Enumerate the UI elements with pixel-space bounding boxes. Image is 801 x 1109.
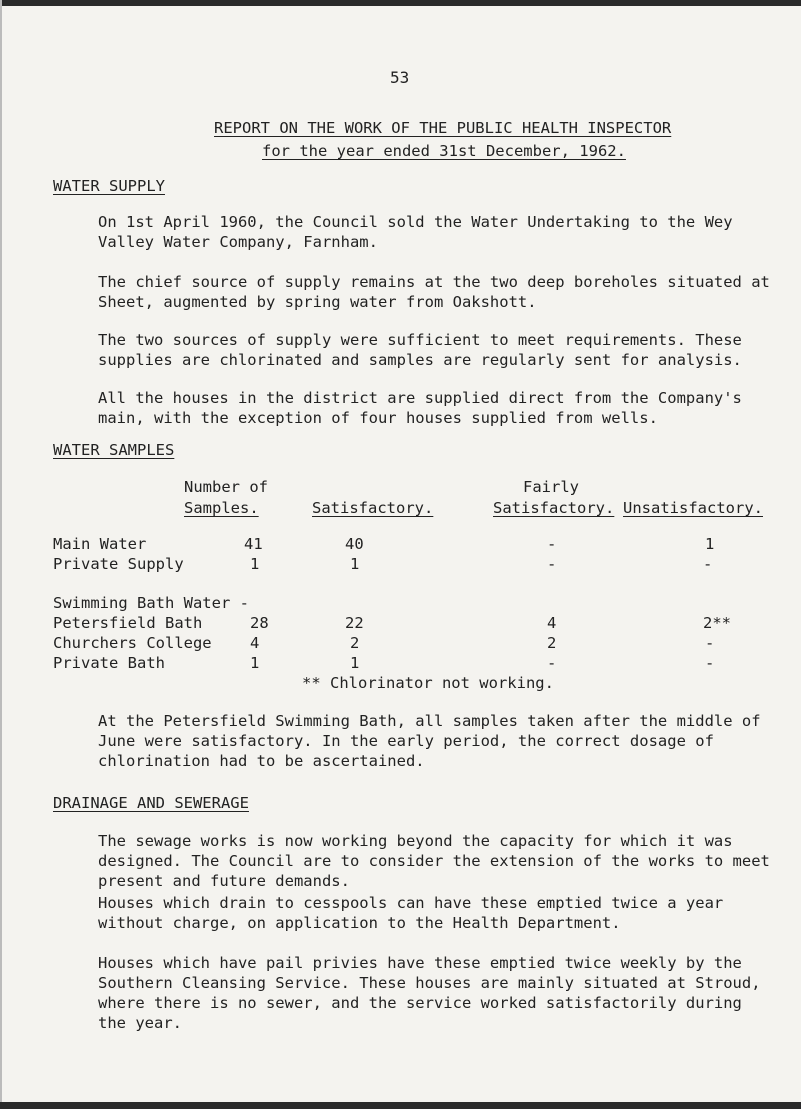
col-fairly-line1: Fairly (523, 478, 579, 496)
top-edge (0, 0, 801, 6)
cell-unsatisfactory: - (705, 654, 715, 672)
left-edge (0, 0, 2, 1109)
water-samples-para: At the Petersfield Swimming Bath, all samples taken after the middle of June were satisfactory. In the early period, the correct dosage of chlorination had to be ascertained. (98, 712, 761, 770)
report-subtitle: for the year ended 31st December, 1962. (262, 142, 626, 160)
cell-number: 4 (250, 634, 260, 652)
water-supply-para-3: The two sources of supply were sufficient to meet requirements. These supplies are chlorinated and samples are regularly sent for analysis. (98, 331, 742, 369)
col-number-line2: Samples. (184, 499, 259, 517)
row-label: Churchers College (53, 634, 212, 652)
group-label: Swimming Bath Water - (53, 594, 249, 612)
cell-satisfactory: 2 (350, 634, 360, 652)
cell-number: 28 (250, 614, 269, 632)
col-unsatisfactory: Unsatisfactory. (623, 499, 763, 517)
report-title: REPORT ON THE WORK OF THE PUBLIC HEALTH INSPECTOR (214, 119, 672, 137)
table-footnote: ** Chlorinator not working. (302, 674, 554, 692)
water-supply-para-2: The chief source of supply remains at the two deep boreholes situated at Sheet, augmented by spring water from Oakshott. (98, 273, 770, 311)
row-label: Petersfield Bath (53, 614, 203, 632)
cell-unsatisfactory: - (703, 555, 713, 573)
col-fairly-line2: Satisfactory. (493, 499, 615, 517)
drainage-para-2: Houses which drain to cesspools can have these emptied twice a year without charge, on application to the Health Department. (98, 894, 724, 932)
cell-unsatisfactory: 2** (703, 614, 731, 632)
cell-satisfactory: 1 (350, 555, 360, 573)
water-samples-heading: WATER SAMPLES (53, 441, 175, 459)
row-label: Private Bath (53, 654, 165, 672)
cell-fairly: - (547, 654, 557, 672)
cell-fairly: - (547, 535, 557, 553)
col-number-line1: Number of (184, 478, 268, 496)
col-satisfactory: Satisfactory. (312, 499, 434, 517)
drainage-para-1: The sewage works is now working beyond the capacity for which it was designed. The Council are to consider the extension of the works to meet present and future demands. (98, 832, 770, 890)
cell-unsatisfactory: 1 (705, 535, 715, 553)
cell-unsatisfactory: - (705, 634, 715, 652)
water-supply-para-4: All the houses in the district are supplied direct from the Company's main, with the exception of four houses supplied from wells. (98, 389, 742, 427)
drainage-heading: DRAINAGE AND SEWERAGE (53, 794, 249, 812)
cell-number: 41 (244, 535, 263, 553)
bottom-edge (0, 1102, 801, 1109)
cell-satisfactory: 22 (345, 614, 364, 632)
cell-satisfactory: 1 (350, 654, 360, 672)
cell-fairly: 2 (547, 634, 557, 652)
cell-number: 1 (250, 555, 260, 573)
cell-fairly: - (547, 555, 557, 573)
cell-fairly: 4 (547, 614, 557, 632)
cell-number: 1 (250, 654, 260, 672)
cell-satisfactory: 40 (345, 535, 364, 553)
row-label: Private Supply (53, 555, 184, 573)
water-supply-heading: WATER SUPPLY (53, 177, 165, 195)
drainage-para-3: Houses which have pail privies have these emptied twice weekly by the Southern Cleansing Service. These houses are mainly situated at Stroud, where there is no sewer, and the service worked satisfactorily during the year. (98, 954, 761, 1032)
page-number: 53 (390, 68, 410, 87)
row-label: Main Water (53, 535, 147, 553)
water-supply-para-1: On 1st April 1960, the Council sold the Water Undertaking to the Wey Valley Water Company, Farnham. (98, 213, 733, 251)
